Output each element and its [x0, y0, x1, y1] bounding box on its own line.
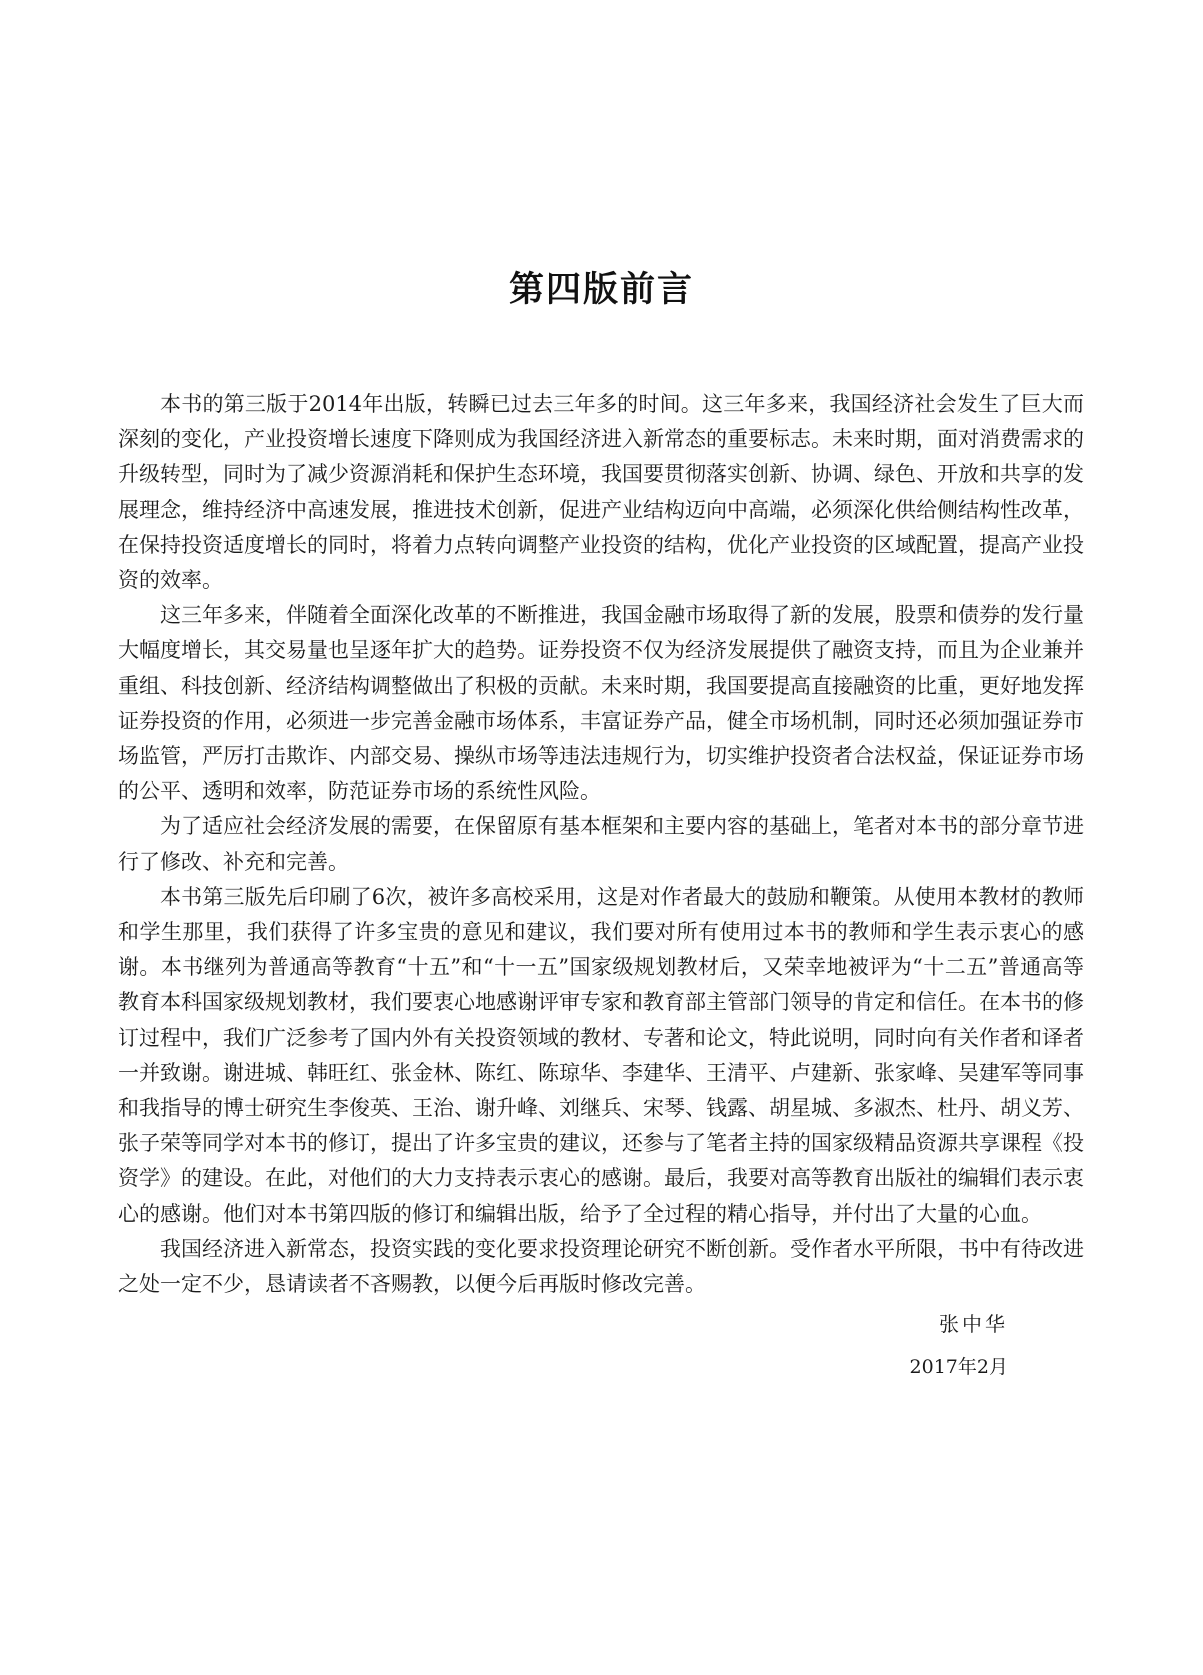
preface-paragraph: 为了适应社会经济发展的需要，在保留原有基本框架和主要内容的基础上，笔者对本书的部分章节进行了修改、补充和完善。 — [118, 814, 1084, 874]
preface-paragraph: 本书第三版先后印刷了6次，被许多高校采用，这是对作者最大的鼓励和鞭策。从使用本教材的教师和学生那里，我们获得了许多宝贵的意见和建议，我们要对所有使用过本书的教师和学生表示衷心的感谢。本书继列为普通高等教育“十五”和“十一五”国家级规划教材后，又荣幸地被评为“十二五”普通高等教育本科国家级规划教材，我们要衷心地感谢评审专家和教育部主管部门领导的肯定和信任。在本书的修订过程中，我们广泛参考了国内外有关投资领域的教材、专著和论文，特此说明，同时向有关作者和译者一并致谢。谢进城、韩旺红、张金林、陈红、陈琼华、李建华、王清平、卢建新、张家峰、吴建军等同事和我指导的博士研究生李俊英、王治、谢升峰、刘继兵、宋琴、钱露、胡星城、多淑杰、杜丹、胡义芳、张子荣等同学对本书的修订，提出了许多宝贵的建议，还参与了笔者主持的国家级精品资源共享课程《投资学》的建设。在此，对他们的大力支持表示衷心的感谢。最后，我要对高等教育出版社的编辑们表示衷心的感谢。他们对本书第四版的修订和编辑出版，给予了全过程的精心指导，并付出了大量的心血。 — [118, 884, 1084, 1226]
preface-paragraph: 我国经济进入新常态，投资实践的变化要求投资理论研究不断创新。受作者水平所限，书中有待改进之处一定不少，恳请读者不吝赐教，以便今后再版时修改完善。 — [118, 1236, 1084, 1297]
page-title: 第四版前言 — [508, 270, 694, 310]
preface-paragraph: 本书的第三版于2014年出版，转瞬已过去三年多的时间。这三年多来，我国经济社会发生了巨大而深刻的变化，产业投资增长速度下降则成为我国经济进入新常态的重要标志。未来时期，面对消费需求的升级转型，同时为了减少资源消耗和保护生态环境，我国要贯彻落实创新、协调、绿色、开放和共享的发展理念，维持经济中高速发展，推进技术创新，促进产业结构迈向中高端，必须深化供给侧结构性改革，在保持投资适度增长的同时，将着力点转向调整产业投资的结构，优化产业投资的区域配置，提高产业投资的效率。 — [118, 392, 1084, 593]
author-signature: 张中华 — [939, 1312, 1008, 1336]
preface-paragraph: 这三年多来，伴随着全面深化改革的不断推进，我国金融市场取得了新的发展，股票和债券的发行量大幅度增长，其交易量也呈逐年扩大的趋势。证券投资不仅为经济发展提供了融资支持，而且为企业兼并重组、科技创新、经济结构调整做出了积极的贡献。未来时期，我国要提高直接融资的比重，更好地发挥证券投资的作用，必须进一步完善金融市场体系，丰富证券产品，健全市场机制，同时还必须加强证券市场监管，严厉打击欺诈、内部交易、操纵市场等违法违规行为，切实维护投资者合法权益，保证证券市场的公平、透明和效率，防范证券市场的系统性风险。 — [118, 603, 1084, 804]
signature-date: 2017年2月 — [909, 1356, 1008, 1378]
preface-body — [118, 387, 1084, 1302]
